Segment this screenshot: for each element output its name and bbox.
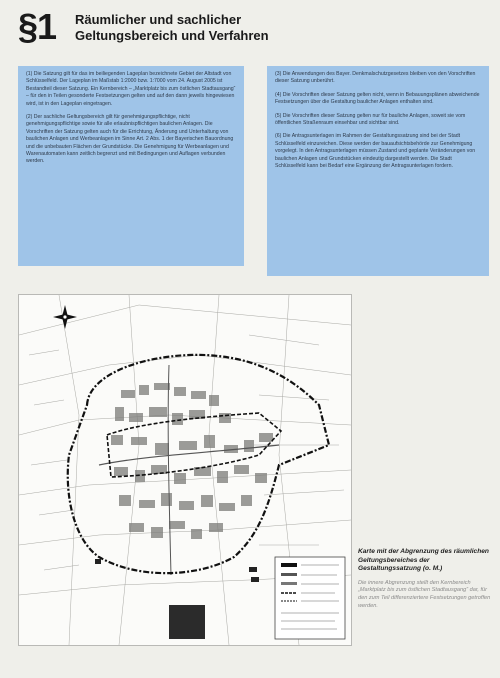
site-map	[18, 294, 352, 646]
figure-caption	[358, 548, 492, 610]
paragraph-3: (3) Die Anwendungen des Bayer. Denkmalschutzgesetzes bleiben von den Vorschriften dieser Satzung unberührt.	[275, 71, 476, 85]
map-drawing	[19, 295, 351, 645]
title-line-2: Geltungsbereich und Verfahren	[75, 28, 269, 43]
building-blocks	[111, 383, 273, 539]
paragraph-5: (5) Die Vorschriften dieser Satzung gelten nur für bauliche Anlagen, soweit sie vom öffentlichen Straßenraum einsehbar und sichtbar sind.	[275, 112, 466, 127]
section-title	[75, 12, 375, 44]
title-line-1: Räumlicher und sachlicher	[75, 12, 242, 27]
caption-body: Die innere Abgrenzung stellt den Kernbereich „Marktplatz bis zum östlichen Stadtausgang“ dar, für den zum Teil differenziertere Festsetzungen getroffen werden.	[358, 579, 491, 609]
paragraph-6: (6) Die Antragsunterlagen im Rahmen der Gestaltungssatzung sind bei der Stadt Schlüsselfeld einzureichen. Diese werden der bauaufsichtsbehörde zur Genehmigung vorgelegt. In den Antragsunterlagen müssen Zustand und geplante Veränderungen von baulichen Anlagen und Grundstücken eindeutig dargestellt werden. Die Stadt Schlüsselfeld kann bei Bedarf eine Ergänzung der Antragsunterlagen fordern.	[275, 133, 476, 170]
section-number: §1	[18, 6, 57, 47]
paragraph-1: (1) Die Satzung gilt für das im beiliegenden Lageplan bezeichnete Gebiet der Altstadt von Schlüsselfeld. Der Lageplan im Maßstab 1:2000 bzw. 1:7000 vom 24. August 2005 ist Bestandteil dieser Satzung. Ein Kernbereich – „Marktplatz bis zum östlichen Stadtausgang“ – für den in Teilen gesonderte Festsetzungen gelten und auf den dann jeweils hingewiesen wird, ist in den Lageplan eingetragen.	[26, 71, 236, 107]
paragraph-2: (2) Der sachliche Geltungsbereich gilt für genehmigungspflichtige, nicht genehmigungspflichtige sowie für alle erlaubnispflichtigen baulichen Anlagen. Die Vorschriften der Satzung gelten auch für die Errichtung, Änderung und Unterhaltung von baulichen Anlagen und Werbeanlagen im Sinne Art. 2 Abs. 1 der Bayerischen Bauordnung und die unbebauten Flächen der Grundstücke. Die Genehmigung für Werbeanlagen und Warenautomaten kann zeitlich begrenzt und mit Bedingungen und Auflagen verbunden werden.	[26, 114, 234, 165]
map-legend	[275, 557, 345, 639]
left-text-box	[18, 66, 244, 266]
cross-street	[168, 365, 171, 575]
paragraph-4: (4) Die Vorschriften dieser Satzung gelten nicht, wenn in Bebauungsplänen abweichende Festsetzungen über die Gestaltung baulicher Anlagen enthalten sind.	[275, 91, 480, 106]
dark-building	[169, 605, 205, 639]
caption-title: Karte mit der Abgrenzung des räumlichen Geltungsbereiches der Gestaltungssatzung (o. M.)	[358, 548, 489, 573]
map-markers	[95, 559, 259, 582]
right-text-box	[267, 66, 489, 276]
